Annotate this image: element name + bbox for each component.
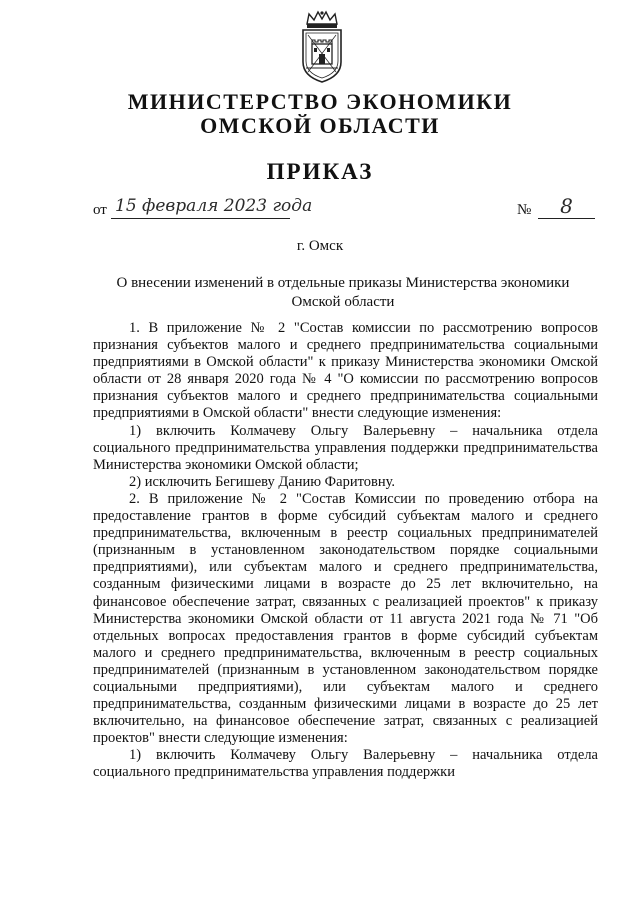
paragraph-2-item-1: 1) включить Колмачеву Ольгу Валерьевну – начальника отдела социального предпринимательства управления поддержки	[93, 747, 598, 781]
paragraph-1: 1. В приложение № 2 "Состав комиссии по рассмотрению вопросов признания субъектов малого и среднего предпринимательства социальными предприятиями в Омской области" к приказу Министерства экономики Омской области от 28 января 2020 года № 4 "О комиссии по рассмотрению вопросов признания субъектов малого и среднего предпринимательства социальными предприятиями в Омской области" внести следующие изменения:	[93, 320, 598, 422]
ministry-name-line2: ОМСКОЙ ОБЛАСТИ	[200, 113, 440, 138]
handwritten-date: 15 февраля 2023 года	[111, 194, 290, 219]
paragraph-1-item-1: 1) включить Колмачеву Ольгу Валерьевну – начальника отдела социального предпринимательства управления поддержки предпринимательства Министерства экономики Омской области;	[93, 422, 598, 473]
order-subject: О внесении изменений в отдельные приказы Министерства экономики Омской области	[116, 275, 570, 310]
date-prefix: от	[93, 202, 107, 218]
date-number-row	[93, 194, 593, 224]
order-body	[93, 320, 598, 782]
document-type-title: ПРИКАЗ	[266, 159, 374, 184]
number-prefix: №	[517, 202, 532, 218]
omsk-coat-of-arms-icon	[297, 10, 347, 84]
ministry-name-line1: МИНИСТЕРСТВО ЭКОНОМИКИ	[127, 89, 513, 114]
paragraph-2: 2. В приложение № 2 "Состав Комиссии по проведению отбора на предоставление грантов в форме субсидий субъектам малого и среднего предпринимательства, включенным в реестр социальных предпринимателей (признанным в установленном законодательством порядке социальными предприятиями), или субъектам малого и среднего предпринимательства, созданным физическими лицами в возрасте до 25 лет включительно, на финансовое обеспечение затрат, связанных с реализацией проектов" к приказу Министерства экономики Омской области от 11 августа 2021 года № 71 "Об отдельных вопросах предоставления грантов в форме субсидий субъектам малого и среднего предпринимательства, включенным в реестр социальных предпринимателей (признанным в установленном законодательством порядке социальными предприятиями), или субъектам малого и среднего предпринимательства, созданным физическими лицами в возрасте до 25 лет включительно, на финансовое обеспечение затрат, связанных с реализацией проектов" внести следующие изменения:	[93, 490, 598, 747]
city-line: г. Омск	[296, 238, 344, 254]
handwritten-number: 8	[538, 194, 595, 219]
paragraph-1-item-2: 2) исключить Бегишеву Данию Фаритовну.	[129, 473, 396, 490]
